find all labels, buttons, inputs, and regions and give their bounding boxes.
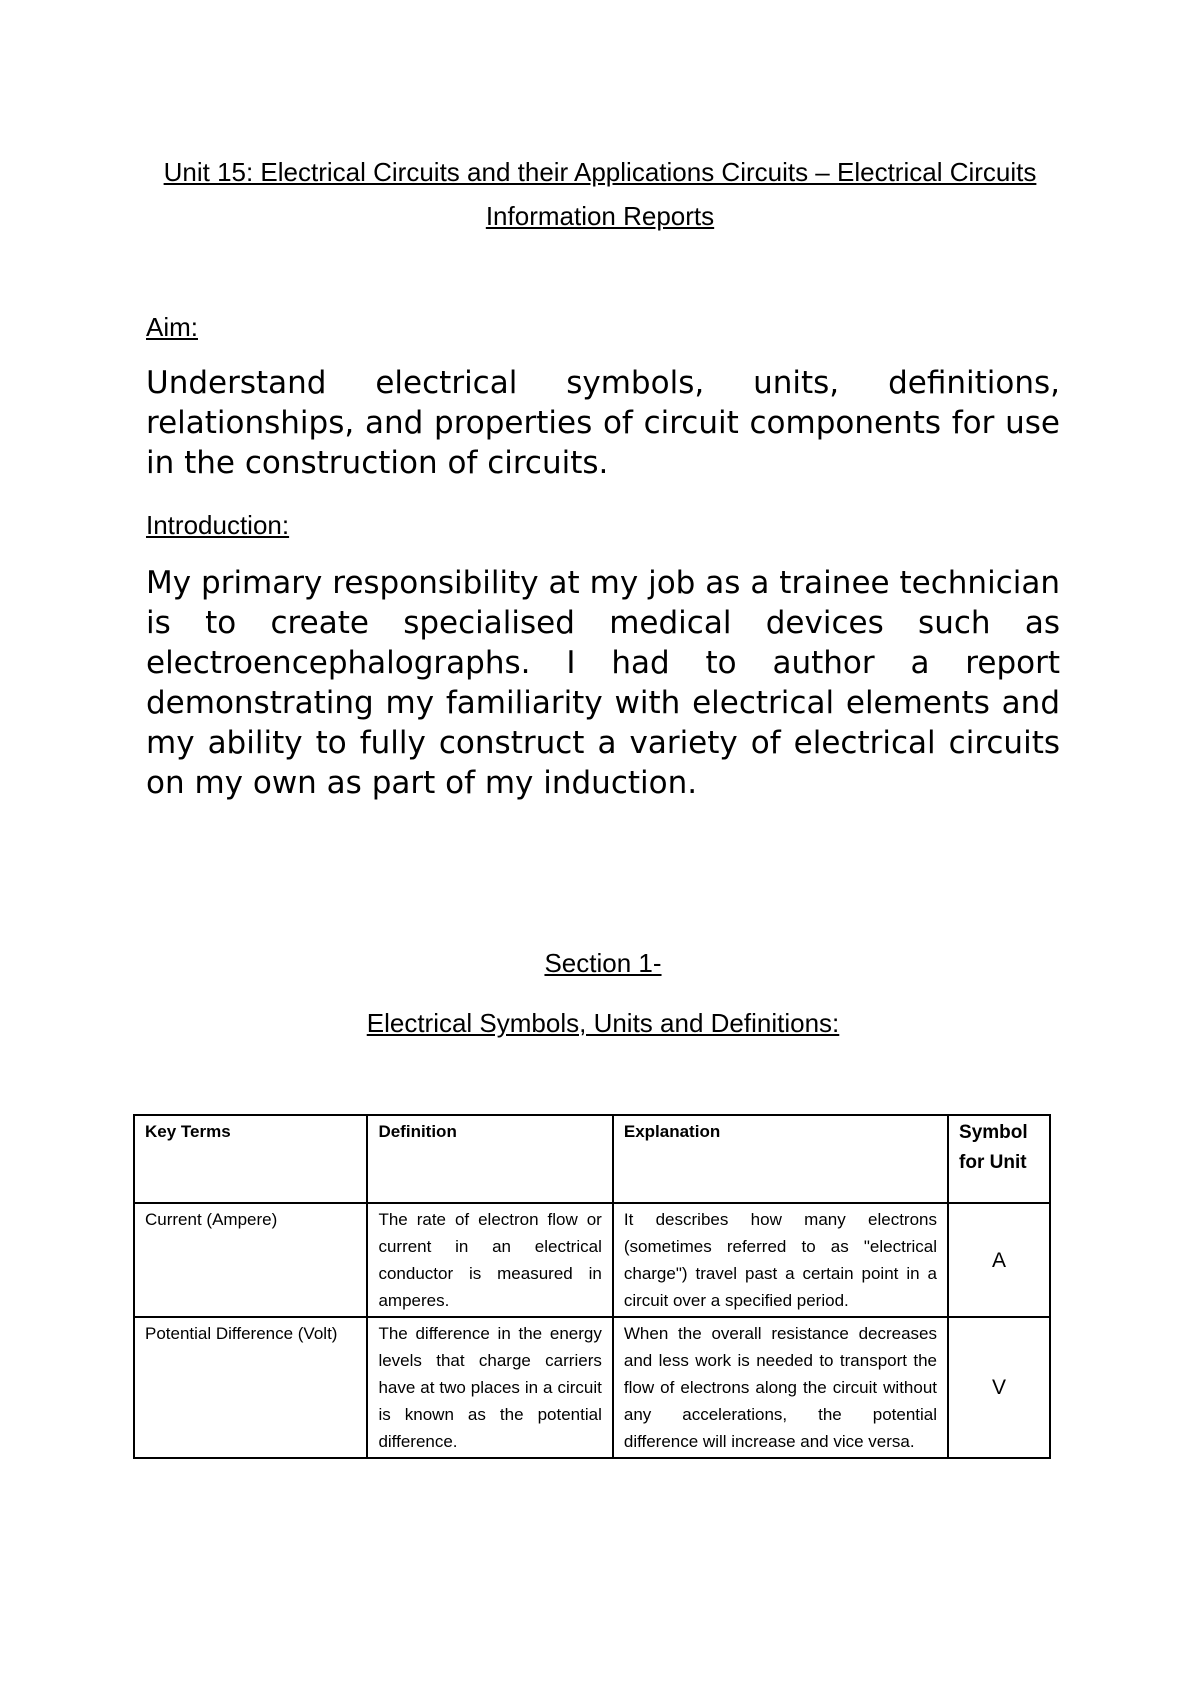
row-definition: The rate of electron flow or current in an electrical conductor is measured in amperes. bbox=[367, 1203, 612, 1317]
definitions-table bbox=[133, 1114, 1051, 1459]
table-row bbox=[134, 1317, 1050, 1458]
introduction-heading: Introduction: bbox=[146, 510, 290, 540]
section-title: Electrical Symbols, Units and Definitions: bbox=[366, 1008, 840, 1038]
table-row bbox=[134, 1203, 1050, 1317]
row-symbol: V bbox=[948, 1317, 1050, 1458]
aim-text: Understand electrical symbols, units, definitions, relationships, and properties of circuit components for use in the construction of circuits. bbox=[146, 365, 1060, 481]
header-symbol-for-unit: Symbol for Unit bbox=[948, 1115, 1050, 1203]
introduction-text: My primary responsibility at my job as a trainee technician is to create specialised medical devices such as electroencephalographs. I had to author a report demonstrating my familiarity with electrical elements and my ability to fully construct a variety of electrical circuits on my own as part of my induction. bbox=[146, 565, 1060, 801]
header-explanation: Explanation bbox=[613, 1115, 948, 1203]
section-label: Section 1- bbox=[544, 948, 662, 978]
row-definition: The difference in the energy levels that charge carriers have at two places in a circuit is known as the potential difference. bbox=[367, 1317, 612, 1458]
aim-heading: Aim: bbox=[146, 312, 198, 342]
header-definition: Definition bbox=[367, 1115, 612, 1203]
table-header-row bbox=[134, 1115, 1050, 1203]
row-explanation: When the overall resistance decreases and less work is needed to transport the flow of electrons along the circuit without any accelerations, the potential difference will increase and vice versa. bbox=[613, 1317, 948, 1458]
row-term: Current (Ampere) bbox=[134, 1203, 367, 1317]
row-term: Potential Difference (Volt) bbox=[134, 1317, 367, 1458]
row-explanation: It describes how many electrons (sometimes referred to as "electrical charge") travel past a certain point in a circuit over a specified period. bbox=[613, 1203, 948, 1317]
header-key-terms: Key Terms bbox=[134, 1115, 367, 1203]
row-symbol: A bbox=[948, 1203, 1050, 1317]
document-title: Unit 15: Electrical Circuits and their Applications Circuits – Electrical Circuits Information Reports bbox=[163, 157, 1037, 231]
